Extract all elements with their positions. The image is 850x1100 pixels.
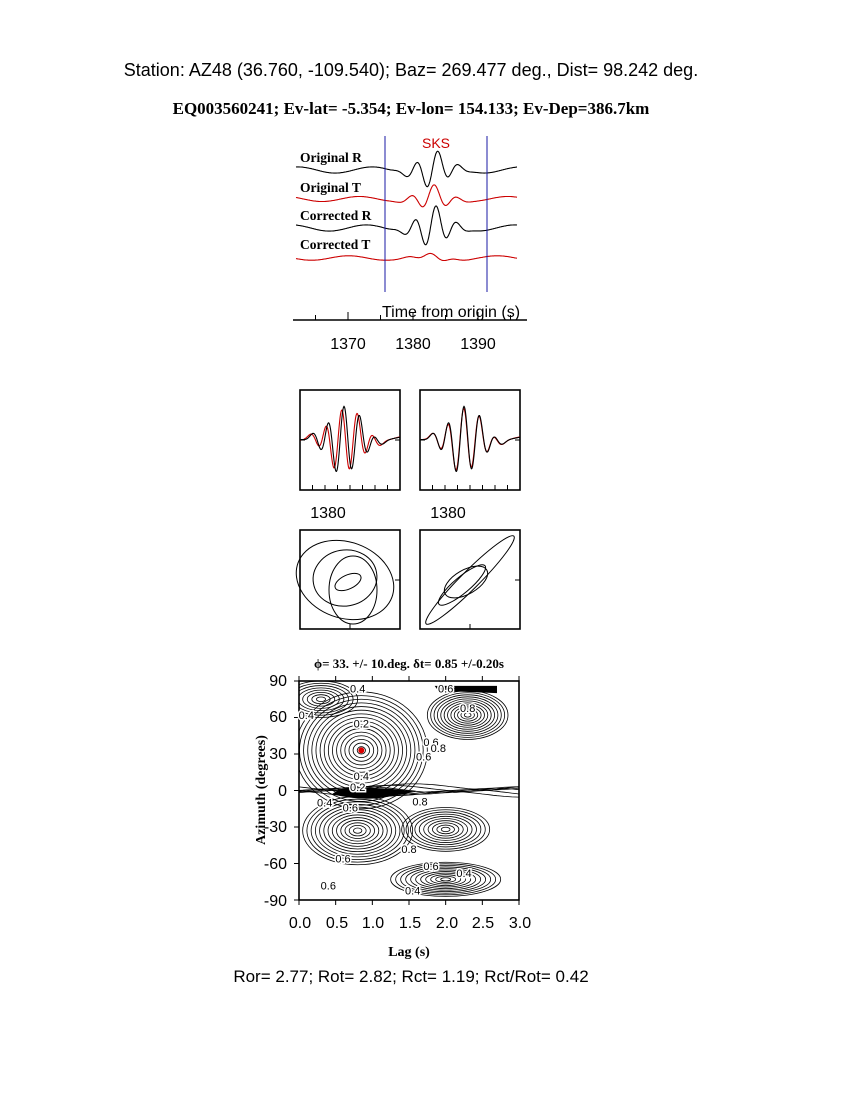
contour-value-label: 0.6 xyxy=(320,880,336,893)
particle-motion-left-curves xyxy=(285,527,405,633)
contour-line-top-left-lobe xyxy=(316,697,325,702)
contour-title: ϕ= 33. +/- 10.deg. δt= 0.85 +/-0.20s xyxy=(313,656,505,671)
contour-line-upper-right-lobe xyxy=(427,691,508,740)
contour-line-upper-right-lobe xyxy=(431,693,505,738)
contour-line-lower-right-lobe xyxy=(428,821,463,839)
contour-line-lower-left-lobe xyxy=(337,818,379,844)
contour-line-lower-left-lobe xyxy=(332,815,383,846)
trace-panel xyxy=(293,135,527,353)
contour-value-label: 0.4 xyxy=(317,797,333,810)
contour-line-top-left-lobe xyxy=(298,688,344,711)
particle-ellipse-outer xyxy=(285,527,405,633)
particle-ellipse-inner xyxy=(329,556,377,624)
station-line: Station: AZ48 (36.760, -109.540); Baz= 269.477 deg., Dist= 98.242 deg. xyxy=(123,60,699,80)
contour-value-label: 0.4 xyxy=(405,885,421,898)
panel-frame xyxy=(420,390,520,490)
contour-value-label: 0.4 xyxy=(353,770,369,783)
waveform-left-curves xyxy=(300,406,400,471)
contour-line-top-left-lobe xyxy=(312,695,330,704)
y-tick-neg60: -60 xyxy=(263,856,287,873)
y-tick-30: 30 xyxy=(269,746,287,763)
contour-line-lower-right-lobe xyxy=(424,818,468,840)
particle-motion-right xyxy=(420,530,520,630)
contour-line-bottom-lobe xyxy=(441,878,451,881)
label-original-r: Original R xyxy=(300,150,362,165)
waveform-black xyxy=(420,406,520,471)
contour-line-lower-left-lobe xyxy=(349,825,366,835)
x-tick-1.5: 1.5 xyxy=(398,915,422,932)
contour-panel xyxy=(254,656,531,960)
contour-value-label: 0.8 xyxy=(412,796,428,809)
sks-phase-label: SKS xyxy=(421,135,451,151)
time-axis-label: Time from origin (s) xyxy=(381,304,521,321)
y-tick-neg30: -30 xyxy=(263,819,287,836)
label-corrected-t: Corrected T xyxy=(300,237,371,252)
contour-value-label: 0.4 xyxy=(350,683,366,696)
contour-line-lower-right-lobe xyxy=(410,812,480,847)
contour-value-label: 0.2 xyxy=(353,718,369,731)
time-tick-1390: 1390 xyxy=(460,336,496,353)
contour-value-label: 0.6 xyxy=(342,802,358,815)
misfit-contours xyxy=(284,681,519,896)
time-tick-1380: 1380 xyxy=(395,336,431,353)
particle-loop xyxy=(332,570,363,595)
contour-line-top-left-lobe xyxy=(303,690,340,708)
contour-ylabel: Azimuth (degrees) xyxy=(254,735,269,845)
x-tick-2.0: 2.0 xyxy=(435,915,459,932)
best-fit-marker xyxy=(358,747,364,753)
label-original-t: Original T xyxy=(300,180,361,195)
y-tick-0: 0 xyxy=(278,783,287,800)
contour-xlabel: Lag (s) xyxy=(388,945,430,960)
contour-value-label: 0.8 xyxy=(401,843,417,856)
x-tick-0.0: 0.0 xyxy=(288,915,312,932)
contour-line-bottom-lobe xyxy=(436,876,456,882)
contour-line-lower-right-lobe xyxy=(441,827,450,831)
waveform-right-curves xyxy=(420,406,520,471)
event-line: EQ003560241; Ev-lat= -5.354; Ev-lon= 154.133; Ev-Dep=386.7km xyxy=(172,99,650,118)
contour-line-top-left-lobe xyxy=(284,681,357,718)
panel-frame xyxy=(420,530,520,629)
waveform-right-tick: 1380 xyxy=(430,505,466,522)
contour-line-lower-left-lobe xyxy=(353,828,361,833)
contour-value-label: 0.8 xyxy=(430,742,446,755)
waveform-panel-left xyxy=(300,390,400,522)
y-tick-60: 60 xyxy=(269,709,287,726)
contour-line-lower-right-lobe xyxy=(406,810,485,849)
time-tick-1370: 1370 xyxy=(330,336,366,353)
ratio-line: Ror= 2.77; Rot= 2.82; Rct= 1.19; Rct/Rot= 0.42 xyxy=(233,967,589,986)
contour-value-label: 0.4 xyxy=(298,710,314,723)
contour-value-label: 0.6 xyxy=(335,853,351,866)
particle-ellipse-mid xyxy=(309,545,382,611)
x-tick-1.0: 1.0 xyxy=(361,915,385,932)
contour-value-label: 0.4 xyxy=(456,868,472,881)
contour-line-lower-right-lobe xyxy=(419,816,472,842)
y-tick-90: 90 xyxy=(269,673,287,690)
waveform-left-tick: 1380 xyxy=(310,505,346,522)
contour-value-label: 0.6 xyxy=(416,751,432,764)
x-tick-3.0: 3.0 xyxy=(508,915,532,932)
contour-value-label: 0.8 xyxy=(460,702,476,715)
contour-value-label: 0.6 xyxy=(423,860,439,873)
particle-motion-right-curves xyxy=(420,530,520,630)
y-tick-neg90: -90 xyxy=(263,893,287,910)
contour-line-lower-right-lobe xyxy=(437,825,455,834)
particle-loop xyxy=(439,560,493,605)
label-corrected-r: Corrected R xyxy=(300,208,372,223)
contour-value-label: 0.2 xyxy=(350,781,366,794)
particle-ellipse-long xyxy=(420,530,520,630)
x-tick-0.5: 0.5 xyxy=(325,915,349,932)
particle-motion-left xyxy=(285,527,405,633)
contour-value-label: 0.6 xyxy=(438,683,454,696)
contour-line-lower-left-lobe xyxy=(324,810,392,852)
contour-value-label: 0.6 xyxy=(423,736,439,749)
contour-lines xyxy=(284,681,519,896)
corrected-t-trace xyxy=(296,253,517,260)
waveform-panel-right xyxy=(420,390,520,522)
x-tick-2.5: 2.5 xyxy=(471,915,495,932)
contour-line-lower-left-lobe xyxy=(341,820,375,841)
